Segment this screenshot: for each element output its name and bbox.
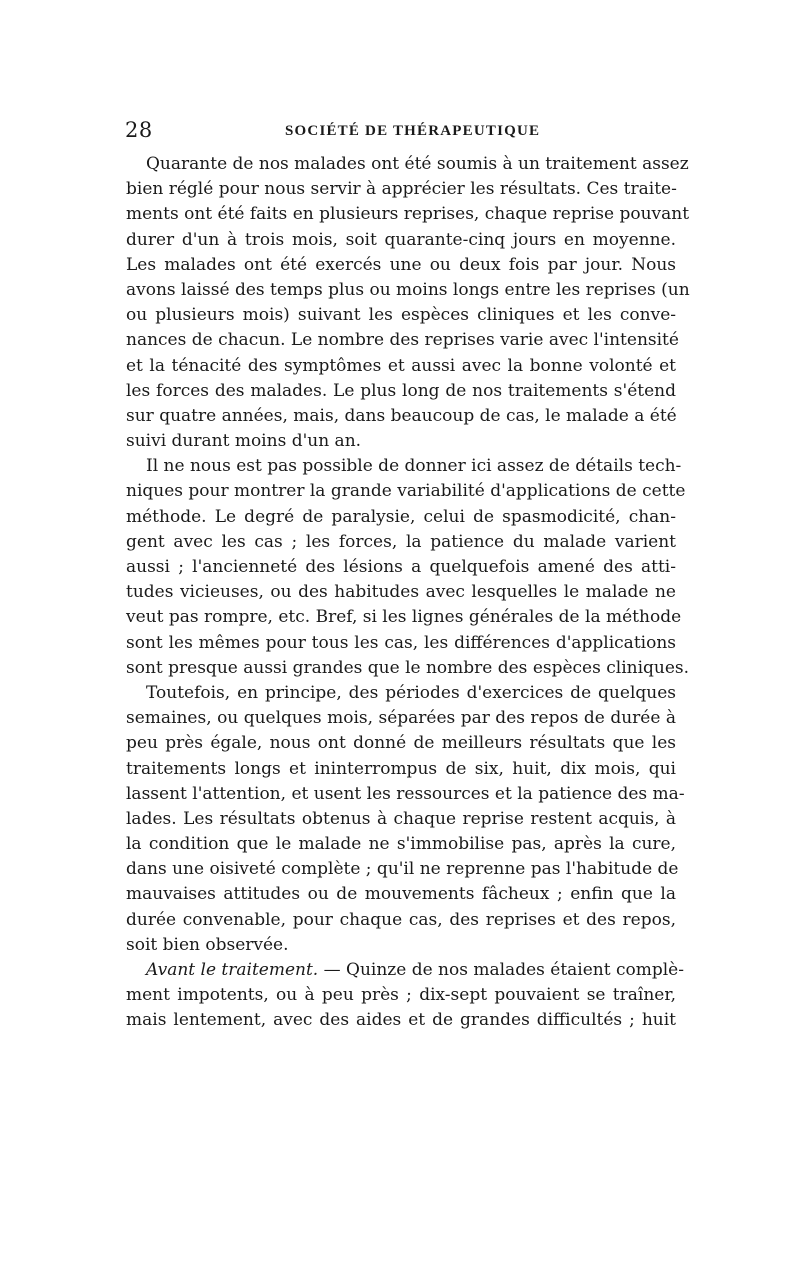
text-line: traitements longs et ininterrompus de six, huit, dix mois, qui: [126, 758, 676, 779]
text-line: durer d'un à trois mois, soit quarante-cinq jours en moyenne.: [126, 229, 676, 250]
text-line: dans une oisiveté complète ; qu'il ne reprenne pas l'habitude de: [126, 859, 679, 880]
text-line: sont presque aussi grandes que le nombre des espèces cliniques.: [126, 657, 690, 678]
paragraph-4: [126, 958, 684, 1034]
running-title: SOCIÉTÉ DE THÉRAPEUTIQUE: [285, 123, 541, 139]
text-line-rest: — Quinze de nos malades étaient complè-: [318, 960, 684, 980]
text-line: aussi ; l'ancienneté des lésions a quelquefois amené des atti-: [126, 557, 676, 577]
text-line: lades. Les résultats obtenus à chaque reprise restent acquis, à: [126, 808, 676, 829]
text-line: suivi durant moins d'un an.: [126, 431, 362, 452]
page-number: 28: [125, 118, 153, 142]
text-line: soit bien observée.: [126, 934, 289, 955]
text-line: semaines, ou quelques mois, séparées par des repos de durée à: [126, 708, 676, 729]
text-line: les forces des malades. Le plus long de nos traitements s'étend: [126, 380, 676, 401]
text-line: ou plusieurs mois) suivant les espèces cliniques et les conve-: [126, 305, 676, 326]
text-line: méthode. Le degré de paralysie, celui de spasmodicité, chan-: [126, 506, 676, 527]
text-line: ment impotents, ou à peu près ; dix-sept pouvaient se traîner,: [126, 985, 676, 1006]
text-line: Il ne nous est pas possible de donner ici assez de détails tech-: [146, 456, 682, 477]
text-line: sur quatre années, mais, dans beaucoup de cas, le malade a été: [126, 405, 677, 426]
text-line: mauvaises attitudes ou de mouvements fâcheux ; enfin que la: [126, 884, 676, 905]
text-line: Toutefois, en principe, des périodes d'exercices de quelques: [146, 682, 676, 703]
text-line: Quarante de nos malades ont été soumis à un traitement assez: [146, 154, 689, 174]
text-line: peu près égale, nous ont donné de meilleurs résultats que les: [126, 733, 676, 754]
text-line: niques pour montrer la grande variabilité d'applications de cette: [126, 481, 686, 502]
paragraph-2: [126, 454, 690, 681]
text-line: mais lentement, avec des aides et de grandes difficultés ; huit: [126, 1010, 676, 1031]
text-line: lassent l'attention, et usent les ressources et la patience des ma-: [126, 783, 685, 804]
text-line: sont les mêmes pour tous les cas, les différences d'applications: [126, 632, 676, 653]
text-line: bien réglé pour nous servir à apprécier les résultats. Ces traite-: [126, 179, 677, 200]
text-line: durée convenable, pour chaque cas, des reprises et des repos,: [126, 909, 676, 930]
text-line: avons laissé des temps plus ou moins longs entre les reprises (un: [126, 279, 690, 300]
section-lead-italic: Avant le traitement.: [146, 960, 319, 980]
text-line: Les malades ont été exercés une ou deux fois par jour. Nous: [126, 254, 676, 275]
paragraph-1: [126, 152, 690, 454]
text-line: et la ténacité des symptômes et aussi avec la bonne volonté et: [126, 355, 676, 376]
text-line: la condition que le malade ne s'immobilise pas, après la cure,: [126, 834, 676, 855]
text-line: veut pas rompre, etc. Bref, si les lignes générales de la méthode: [126, 607, 682, 628]
text-line: ments ont été faits en plusieurs reprises, chaque reprise pouvant: [126, 204, 690, 225]
running-header: [125, 118, 685, 148]
text-line: nances de chacun. Le nombre des reprises varie avec l'intensité: [126, 330, 679, 351]
paragraph-3: [126, 681, 685, 958]
text-line: tudes vicieuses, ou des habitudes avec lesquelles le malade ne: [126, 582, 676, 603]
body-text: [126, 152, 690, 1034]
text-line: gent avec les cas ; les forces, la patience du malade varient: [126, 531, 676, 552]
text-line: [126, 958, 684, 983]
